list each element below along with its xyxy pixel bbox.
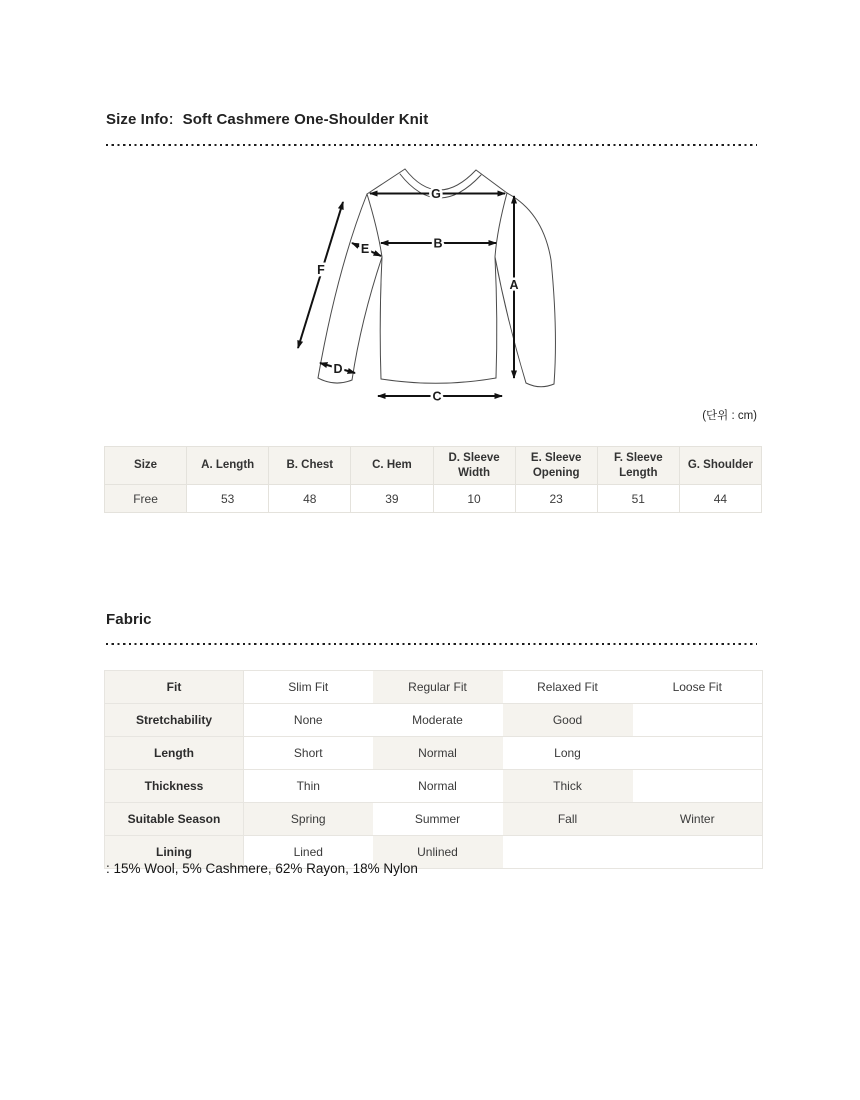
fabric-option-cell: Lined bbox=[244, 836, 373, 869]
fabric-option-cell: None bbox=[244, 704, 373, 737]
fabric-row bbox=[105, 671, 763, 704]
fabric-option-cell: Thick bbox=[503, 770, 633, 803]
garment-diagram bbox=[285, 160, 567, 410]
measure-label-f: F bbox=[317, 263, 325, 277]
dotted-divider-fabric bbox=[106, 643, 757, 646]
fabric-option-cell: Thin bbox=[244, 770, 373, 803]
size-header-cell: Size bbox=[105, 447, 187, 485]
measure-label-b: B bbox=[433, 236, 443, 251]
fabric-option-cell bbox=[633, 704, 763, 737]
size-value-cell: 23 bbox=[515, 485, 597, 513]
product-name: Soft Cashmere One-Shoulder Knit bbox=[182, 111, 429, 128]
size-value-cell: 53 bbox=[187, 485, 269, 513]
fabric-row-label: Fit bbox=[105, 671, 244, 704]
fabric-option-cell: Normal bbox=[373, 737, 503, 770]
fabric-option-cell: Regular Fit bbox=[373, 671, 503, 704]
size-value-cell: 44 bbox=[679, 485, 761, 513]
size-info-title bbox=[106, 111, 428, 128]
size-header-cell: B. Chest bbox=[269, 447, 351, 485]
fabric-row-label: Thickness bbox=[105, 770, 244, 803]
size-value-cell: 51 bbox=[597, 485, 679, 513]
fabric-option-cell: Relaxed Fit bbox=[503, 671, 633, 704]
fabric-option-cell bbox=[633, 770, 763, 803]
size-header-cell: C. Hem bbox=[351, 447, 433, 485]
size-header-row bbox=[105, 447, 762, 485]
measure-label-g: G bbox=[431, 187, 441, 201]
size-header-cell: E. Sleeve Opening bbox=[515, 447, 597, 485]
size-value-cell: 48 bbox=[269, 485, 351, 513]
composition-note: : 15% Wool, 5% Cashmere, 62% Rayon, 18% Nylon bbox=[106, 861, 418, 876]
unit-note: (단위 : cm) bbox=[702, 410, 757, 422]
size-header-cell: A. Length bbox=[187, 447, 269, 485]
fabric-table bbox=[104, 670, 763, 869]
size-table bbox=[104, 446, 762, 513]
size-header-cell: D. Sleeve Width bbox=[433, 447, 515, 485]
fabric-table-body bbox=[105, 671, 763, 869]
fabric-option-cell: Loose Fit bbox=[633, 671, 763, 704]
size-table-head bbox=[105, 447, 762, 485]
size-header-cell: G. Shoulder bbox=[679, 447, 761, 485]
fabric-row-label: Lining bbox=[105, 836, 244, 869]
size-value-cell: 10 bbox=[433, 485, 515, 513]
size-value-cell: Free bbox=[105, 485, 187, 513]
fabric-option-cell: Good bbox=[503, 704, 633, 737]
fabric-row-label: Suitable Season bbox=[105, 803, 244, 836]
size-info-title-label: Size Infoː bbox=[106, 111, 174, 128]
size-data-row bbox=[105, 485, 762, 513]
measure-label-d: D bbox=[333, 362, 343, 376]
fabric-option-cell: Winter bbox=[633, 803, 763, 836]
fabric-option-cell: Normal bbox=[373, 770, 503, 803]
fabric-row-label: Stretchability bbox=[105, 704, 244, 737]
fabric-option-cell: Summer bbox=[373, 803, 503, 836]
measure-label-e: E bbox=[360, 242, 370, 256]
measure-label-a: A bbox=[509, 278, 519, 292]
measure-arrows bbox=[298, 194, 514, 397]
fabric-row bbox=[105, 770, 763, 803]
dotted-divider-top bbox=[106, 144, 757, 147]
fabric-option-cell: Short bbox=[244, 737, 373, 770]
fabric-option-cell: Moderate bbox=[373, 704, 503, 737]
fabric-row bbox=[105, 737, 763, 770]
measure-label-c: C bbox=[432, 389, 442, 404]
size-table-body bbox=[105, 485, 762, 513]
fabric-row-label: Length bbox=[105, 737, 244, 770]
fabric-option-cell bbox=[633, 737, 763, 770]
garment-outline bbox=[318, 169, 555, 387]
fabric-option-cell: Long bbox=[503, 737, 633, 770]
fabric-option-cell: Spring bbox=[244, 803, 373, 836]
fabric-option-cell: Unlined bbox=[373, 836, 503, 869]
fabric-option-cell bbox=[503, 836, 633, 869]
fabric-option-cell: Slim Fit bbox=[244, 671, 373, 704]
fabric-option-cell bbox=[633, 836, 763, 869]
fabric-option-cell: Fall bbox=[503, 803, 633, 836]
fabric-title: Fabric bbox=[106, 611, 152, 628]
size-header-cell: F. Sleeve Length bbox=[597, 447, 679, 485]
fabric-row bbox=[105, 803, 763, 836]
fabric-row bbox=[105, 704, 763, 737]
size-value-cell: 39 bbox=[351, 485, 433, 513]
